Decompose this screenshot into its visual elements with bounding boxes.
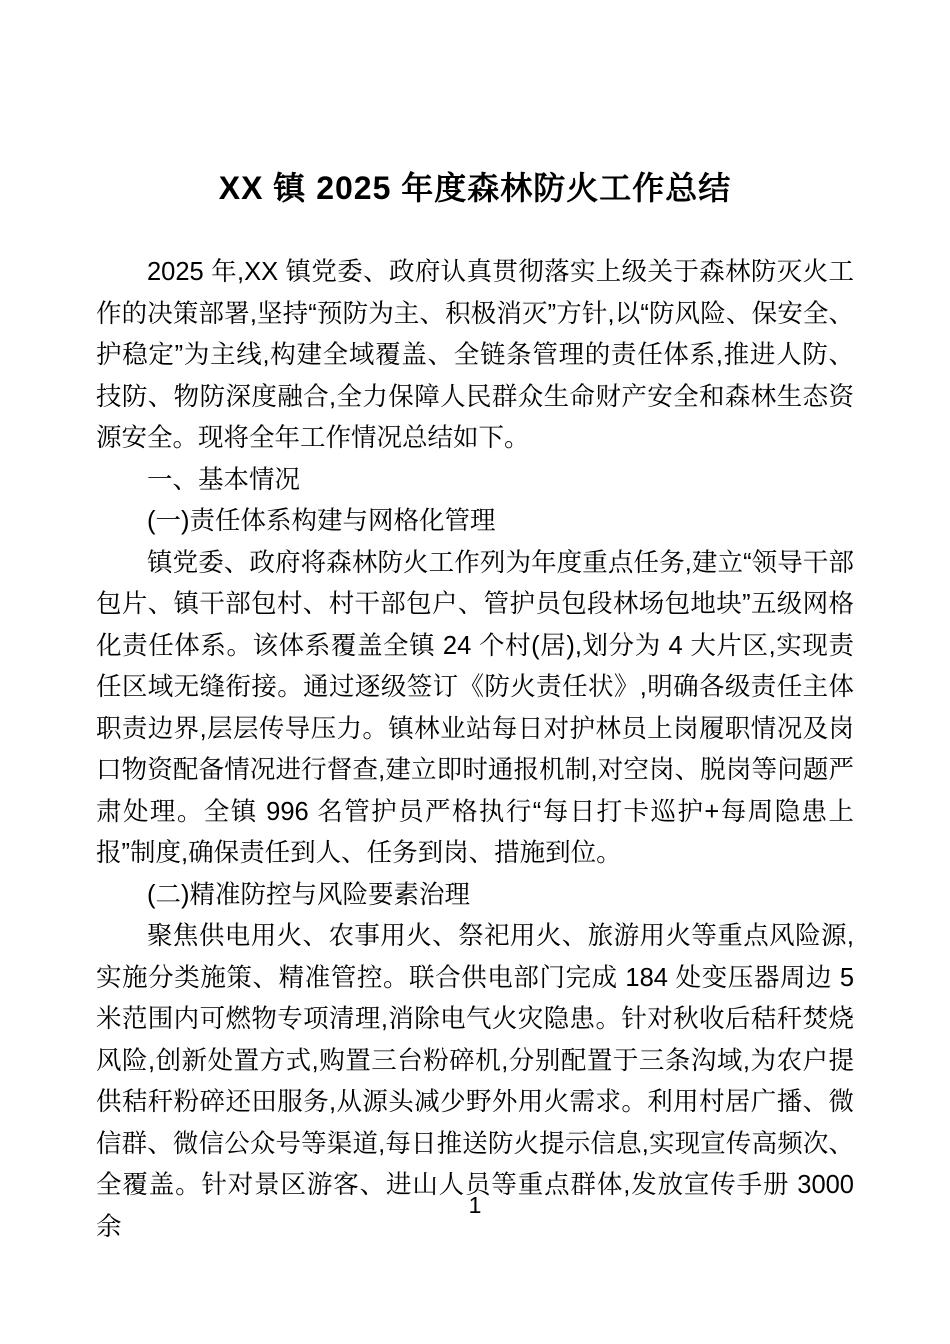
heading-section-one: 一、基本情况 (147, 465, 301, 494)
paragraph-intro: 2025 年,XX 镇党委、政府认真贯彻落实上级关于森林防灭火工作的决策部署,坚持“预防为主、积极消灭”方针,以“防风险、保安全、护稳定”为主线,构建全域覆盖、全链条管理的责任体系,推进人防、技防、物防深度融合,全力保障人民群众生命财产安全和森林生态资源安全。现将全年工作情况总结如下。 (96, 258, 854, 452)
heading-subsection-two: (二)精准防控与风险要素治理 (147, 880, 470, 909)
paragraph-risk-control: 聚焦供电用火、农事用火、祭祀用火、旅游用火等重点风险源,实施分类施策、精准管控。联合供电部门完成 184 处变压器周边 5 米范围内可燃物专项清理,消除电气火灾隐患。针对秋收后秸秆焚烧风险,创新处置方式,购置三台粉碎机,分别配置于三条沟域,为农户提供秸秆粉碎还田服务,从源头减少野外用火需求。利用村居广播、微信群、微信公众号等渠道,每日推送防火提示信息,实现宣传高频次、全覆盖。针对景区游客、进山人员等重点群体,发放宣传手册 3000 余 (96, 922, 854, 1241)
heading-subsection-one: (一)责任体系构建与网格化管理 (147, 507, 496, 535)
page-content (96, 0, 854, 1344)
paragraph-responsibility-system: 镇党委、政府将森林防火工作列为年度重点任务,建立“领导干部包片、镇干部包村、村干部包户、管护员包段林场包地块”五级网格化责任体系。该体系覆盖全镇 24 个村(居),划分为 4 大片区,实现责任区域无缝衔接。通过逐级签订《防火责任状》,明确各级责任主体职责边界,层层传导压力。镇林业站每日对护林员上岗履职情况及岗口物资配备情况进行督查,建立即时通报机制,对空岗、脱岗等问题严肃处理。全镇 996 名管护员严格执行“每日打卡巡护+每周隐患上报”制度,确保责任到人、任务到岗、措施到位。 (96, 548, 854, 867)
page-title: XX 镇 2025 年度森林防火工作总结 (218, 170, 732, 206)
page-number: 1 (468, 1192, 482, 1218)
document-body (96, 252, 854, 1248)
